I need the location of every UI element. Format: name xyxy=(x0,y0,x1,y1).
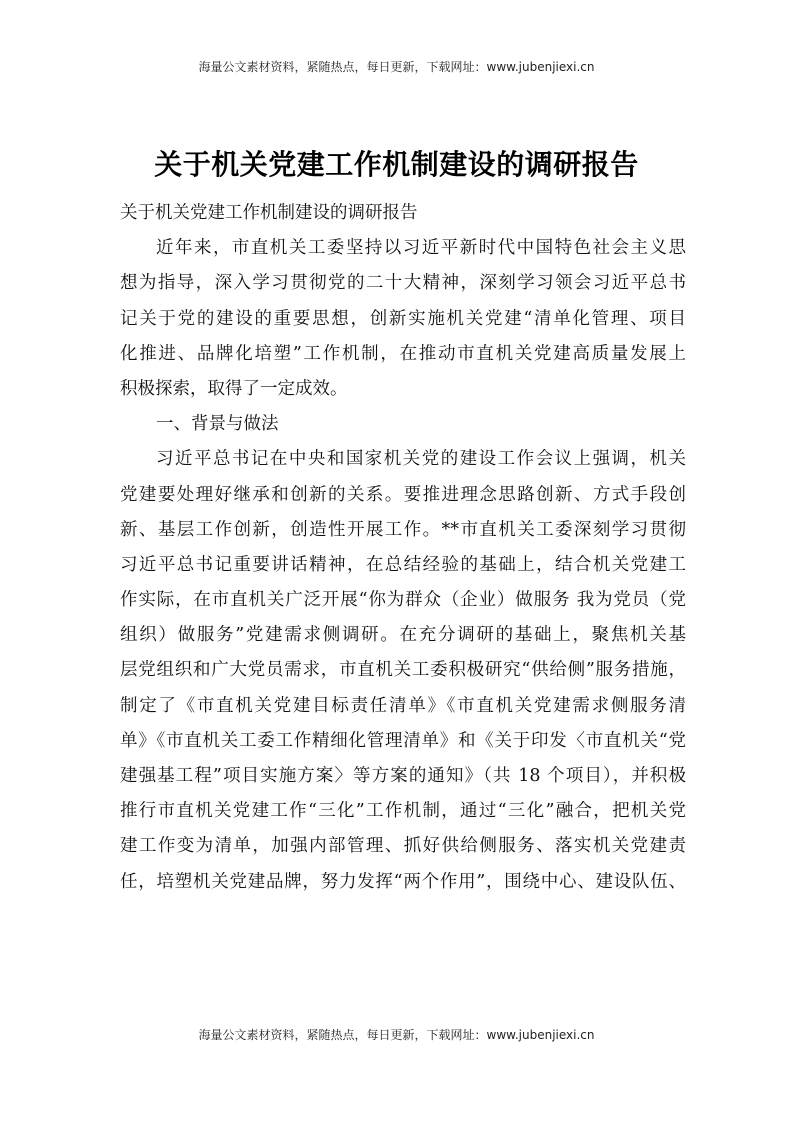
paragraph-line: 记关于党的建设的重要思想，创新实施机关党建“清单化管理、项目 xyxy=(120,308,686,329)
paragraph-line: 任，培塑机关党建品牌，努力发挥“两个作用”，围绕中心、建设队伍、 xyxy=(120,871,686,892)
paragraph-line: 推行市直机关党建工作“三化”工作机制，通过“三化”融合，把机关党 xyxy=(120,801,686,822)
paragraph-line: 党建要处理好继承和创新的关系。要推进理念思路创新、方式手段创 xyxy=(120,484,686,505)
paragraph-line: 建工作变为清单，加强内部管理、抓好供给侧服务、落实机关党建责 xyxy=(120,836,686,857)
paragraph-line: 想为指导，深入学习贯彻党的二十大精神，深刻学习领会习近平总书 xyxy=(120,273,686,294)
paragraph-line: 积极探索，取得了一定成效。 xyxy=(120,378,348,399)
header-download-note: 海量公文素材资料，紧随热点，每日更新，下载网址：www.jubenjiexi.cn xyxy=(198,60,595,74)
paragraph-line: 建强基工程”项目实施方案〉等方案的通知》（共 18 个项目），并积极 xyxy=(120,766,686,786)
report-subtitle-line: 关于机关党建工作机制建设的调研报告 xyxy=(120,203,418,223)
paragraph-line: 层党组织和广大党员需求，市直机关工委积极研究“供给侧”服务措施， xyxy=(120,660,686,681)
paragraph-line: 作实际，在市直机关广泛开展“你为群众（企业）做服务 我为党员（党 xyxy=(120,590,686,611)
section-heading-line: 一、背景与做法 xyxy=(156,414,279,435)
paragraph-line: 习近平总书记在中央和国家机关党的建设工作会议上强调，机关 xyxy=(156,449,686,470)
paragraph-line: 近年来，市直机关工委坚持以习近平新时代中国特色社会主义思 xyxy=(156,238,686,259)
document-title: 关于机关党建工作机制建设的调研报告 xyxy=(154,147,639,181)
paragraph-line: 新、基层工作创新，创造性开展工作。**市直机关工委深刻学习贯彻 xyxy=(120,519,686,540)
paragraph-line: 化推进、品牌化培塑”工作机制，在推动市直机关党建高质量发展上 xyxy=(120,343,686,364)
paragraph-line: 组织）做服务”党建需求侧调研。在充分调研的基础上，聚焦机关基 xyxy=(120,625,686,646)
footer-download-note: 海量公文素材资料，紧随热点，每日更新，下载网址：www.jubenjiexi.cn xyxy=(198,1028,595,1042)
document-body xyxy=(120,196,686,900)
paragraph-line: 单》《市直机关工委工作精细化管理清单》和《关于印发〈市直机关“党 xyxy=(120,730,686,751)
paragraph-line: 制定了《市直机关党建目标责任清单》《市直机关党建需求侧服务清 xyxy=(120,695,686,716)
paragraph-line: 习近平总书记重要讲话精神，在总结经验的基础上，结合机关党建工 xyxy=(120,554,686,575)
